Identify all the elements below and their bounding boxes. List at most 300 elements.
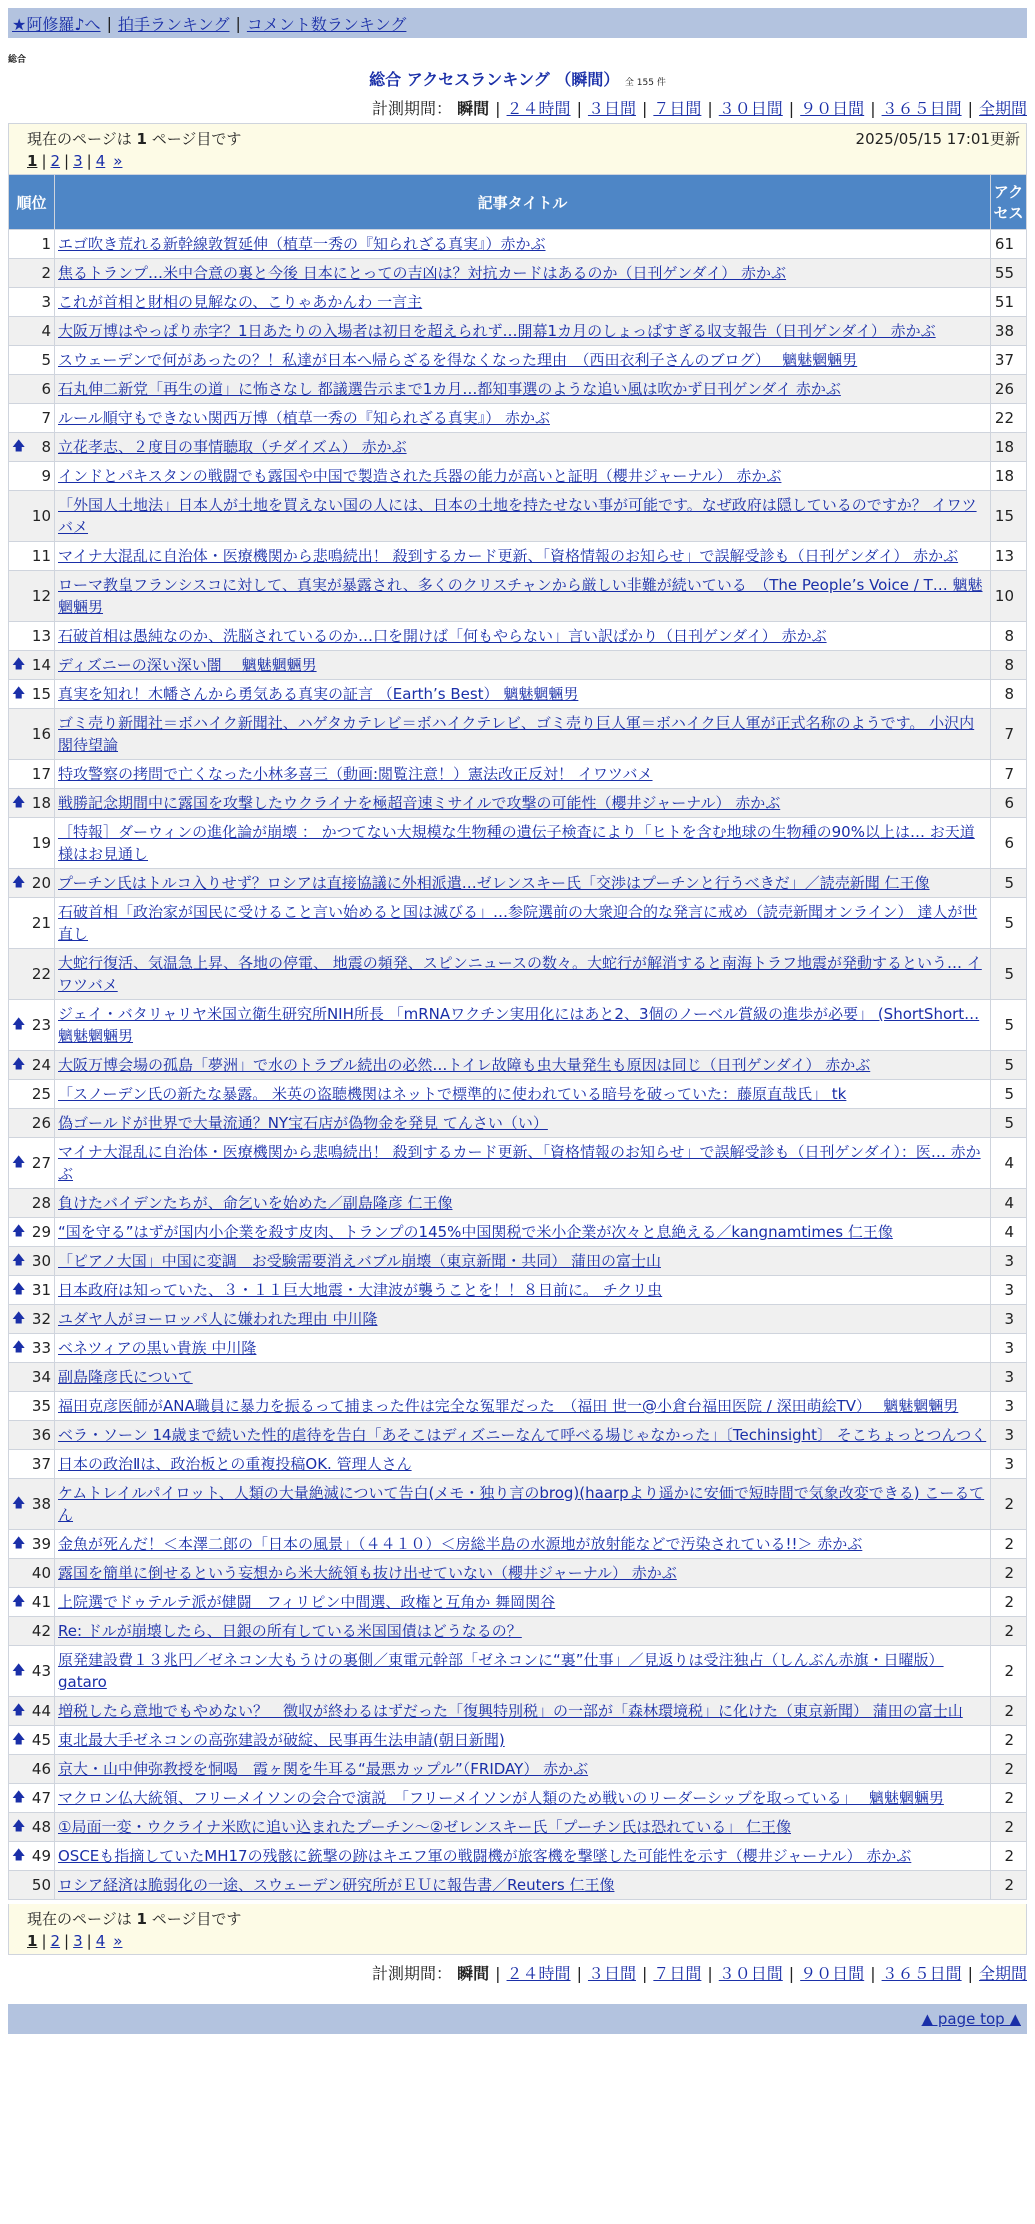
title-cell (55, 1000, 991, 1051)
rank-cell (9, 1697, 55, 1726)
article-title-link[interactable]: ユダヤ人がヨーロッパ人に嫌われた理由 中川隆 (58, 1310, 378, 1328)
rank-cell (9, 375, 55, 404)
rank-cell (9, 288, 55, 317)
page-top-link[interactable]: ▲ page top ▲ (921, 2010, 1021, 2028)
rank-cell (9, 1051, 55, 1080)
title-cell (55, 869, 991, 898)
table-row (9, 542, 1027, 571)
table-row (9, 1871, 1027, 1900)
article-title-link[interactable]: マクロン仏大統領、フリーメイソンの会合で演説 「フリーメイソンが人類のため戦いのリーダーシップを取っている」 魑魅魍魎男 (58, 1789, 944, 1807)
period-current: 瞬間 (457, 99, 490, 118)
article-title-link[interactable]: 日本の政治Ⅱは、政治板との重複投稿OK. 管理人さん (58, 1455, 412, 1473)
title-cell (55, 1109, 991, 1138)
title-cell (55, 375, 991, 404)
access-count: 51 (991, 288, 1027, 317)
access-count: 61 (991, 230, 1027, 259)
access-count: 7 (991, 709, 1027, 760)
title-cell (55, 680, 991, 709)
table-row (9, 1392, 1027, 1421)
article-title-link[interactable]: 日本政府は知っていた、３・１１巨大地震・大津波が襲うことを！！８日前に。 チクリ虫 (58, 1281, 663, 1299)
page-info-top (8, 123, 1027, 174)
table-row (9, 818, 1027, 869)
access-count: 8 (991, 680, 1027, 709)
title-cell (55, 898, 991, 949)
page-next-link-bottom[interactable]: » (113, 1932, 123, 1950)
table-row (9, 789, 1027, 818)
rank-number: 2 (41, 264, 51, 282)
access-count: 2 (991, 1871, 1027, 1900)
article-title-link[interactable]: 「ピアノ大国」中国に変調 お受験需要消えバブル崩壊（東京新聞・共同） 蒲田の富士山 (58, 1252, 661, 1270)
rank-cell (9, 1218, 55, 1247)
article-title-link[interactable]: Re: ドルが崩壊したら、日銀の所有している米国国債はどうなるの？ (58, 1622, 522, 1640)
rank-number: 46 (31, 1760, 51, 1778)
rank-up-arrow-icon: 🡅 (12, 657, 26, 672)
table-row (9, 491, 1027, 542)
article-title-link[interactable]: ケムトレイルパイロット、人類の大量絶滅について告白(メモ・独り言のbrog)(haarpより遥かに安価で短時間で気象改変できる) こーるてん (58, 1484, 985, 1524)
title-cell (55, 1363, 991, 1392)
access-count: 3 (991, 1276, 1027, 1305)
table-row (9, 1726, 1027, 1755)
rank-number: 50 (31, 1876, 51, 1894)
rank-number: 7 (41, 409, 51, 427)
rank-cell (9, 346, 55, 375)
section-label: 総合 (8, 55, 27, 65)
nav-separator: | (106, 13, 112, 33)
rank-cell (9, 1080, 55, 1109)
title-cell (55, 789, 991, 818)
rank-up-arrow-icon: 🡅 (12, 1732, 26, 1747)
rank-cell (9, 622, 55, 651)
rank-cell (9, 1247, 55, 1276)
access-count: 2 (991, 1755, 1027, 1784)
article-title-link[interactable]: インドとパキスタンの戦闘でも露国や中国で製造された兵器の能力が高いと証明（櫻井ジャーナル） 赤かぶ (58, 467, 782, 485)
title-cell (55, 1646, 991, 1697)
rank-number: 11 (31, 547, 51, 565)
table-row (9, 1334, 1027, 1363)
access-count: 6 (991, 818, 1027, 869)
table-row (9, 898, 1027, 949)
access-count: 2 (991, 1842, 1027, 1871)
article-title-link[interactable]: ローマ教皇フランシスコに対して、真実が暴露され、多くのクリスチャンから厳しい非難が続いている （The People’s Voice / T… 魑魅魍魎男 (58, 576, 983, 616)
period-7d-link-bottom[interactable]: ７日間 (653, 1964, 702, 1983)
article-title-link[interactable]: “国を守る”はずが国内小企業を殺す皮肉、トランプの145%中国関税で米小企業が次々と息絶える／kangnamtimes 仁王像 (58, 1223, 893, 1241)
title-cell (55, 1479, 991, 1530)
ranking-total-count: 全 155 件 (624, 78, 666, 88)
title-cell (55, 1276, 991, 1305)
table-row (9, 949, 1027, 1000)
title-cell (55, 949, 991, 1000)
rank-up-arrow-icon: 🡅 (12, 1594, 26, 1609)
nav-asyura-home-link[interactable]: ★阿修羅♪へ (12, 14, 101, 34)
page-4-link[interactable]: 4 (95, 152, 106, 170)
article-title-link[interactable]: 上院選でドゥテルテ派が健闘 フィリピン中間選、政権と互角か 舞岡関谷 (58, 1593, 556, 1611)
rank-up-arrow-icon: 🡅 (12, 1496, 26, 1511)
rank-number: 31 (31, 1281, 51, 1299)
rank-number: 16 (31, 725, 51, 743)
rank-cell (9, 491, 55, 542)
title-cell (55, 1813, 991, 1842)
pagination-bottom: 1 | 2 | 3 | 4 » (27, 1932, 123, 1950)
title-cell (55, 259, 991, 288)
title-cell (55, 1617, 991, 1646)
article-title-link[interactable]: 副島隆彦氏について (58, 1368, 193, 1386)
period-all-link[interactable]: 全期間 (978, 99, 1027, 118)
bottom-bar (8, 2004, 1027, 2034)
title-cell (55, 1697, 991, 1726)
article-title-link[interactable]: 大阪万博はやっぱり赤字？1日あたりの入場者は初日を超えられず…開幕1カ月のしょっぱすぎる収支報告（日刊ゲンダイ） 赤かぶ (58, 322, 936, 340)
page-2-link-bottom[interactable]: 2 (50, 1932, 61, 1950)
ranking-table-body (9, 230, 1027, 1900)
article-title-link[interactable]: エゴ吹き荒れる新幹線敦賀延伸（植草一秀の『知られざる真実』）赤かぶ (58, 235, 546, 253)
article-title-link[interactable]: 福田克彦医師がANA職員に暴力を振るって捕まった件は完全な冤罪だった （福田 世一@小倉台福田医院 / 深田萌絵TV） 魑魅魍魎男 (58, 1397, 959, 1415)
rank-cell (9, 1617, 55, 1646)
access-count: 5 (991, 869, 1027, 898)
rank-up-arrow-icon: 🡅 (12, 1155, 26, 1170)
rank-number: 33 (31, 1339, 51, 1357)
table-row (9, 1247, 1027, 1276)
article-title-link[interactable]: プーチン氏はトルコ入りせず？ロシアは直接協議に外相派遣…ゼレンスキー氏「交渉はプーチンと行うべきだ」／読売新聞 仁王像 (58, 874, 930, 892)
access-count: 5 (991, 949, 1027, 1000)
rank-cell (9, 1755, 55, 1784)
article-title-link[interactable]: 偽ゴールドが世界で大量流通？NY宝石店が偽物金を発見 てんさい（い） (58, 1114, 548, 1132)
title-cell (55, 1138, 991, 1189)
title-cell (55, 317, 991, 346)
period-3d-link-bottom[interactable]: ３日間 (587, 1964, 636, 1983)
rank-cell (9, 571, 55, 622)
period-365d-link-bottom[interactable]: ３６５日間 (881, 1964, 962, 1983)
table-row (9, 1450, 1027, 1479)
title-cell (55, 433, 991, 462)
article-title-link[interactable]: ジェイ・バタリャリヤ米国立衛生研究所NIH所長 「mRNAワクチン実用化にはあと2、3個のノーベル賞級の進歩が必要」 (ShortShort… 魑魅魍魎男 (58, 1005, 980, 1045)
article-title-link[interactable]: 「スノーデン氏の新たな暴露。 米英の盗聴機関はネットで標準的に使われている暗号を破っていた：藤原直哉氏」 tk (58, 1085, 847, 1103)
rank-number: 8 (41, 438, 51, 456)
table-row (9, 1784, 1027, 1813)
rank-cell (9, 818, 55, 869)
table-row (9, 1479, 1027, 1530)
article-title-link[interactable]: 原発建設費１３兆円／ゼネコン大もうけの裏側／東電元幹部「ゼネコンに“裏”仕事」／見返りは受注独占（しんぶん赤旗・日曜版） gataro (58, 1651, 944, 1691)
title-column-header: 記事タイトル (55, 175, 991, 230)
rank-cell (9, 949, 55, 1000)
article-title-link[interactable]: 石丸伸二新党「再生の道」に怖さなし 都議選告示まで1カ月…都知事選のような追い風は吹かず日刊ゲンダイ 赤かぶ (58, 380, 841, 398)
article-title-link[interactable]: 負けたバイデンたちが、命乞いを始めた／副島隆彦 仁王像 (58, 1194, 453, 1212)
rank-up-arrow-icon: 🡅 (12, 1017, 26, 1032)
table-row (9, 571, 1027, 622)
access-count: 18 (991, 462, 1027, 491)
rank-cell (9, 1421, 55, 1450)
title-cell (55, 1842, 991, 1871)
rank-up-arrow-icon: 🡅 (12, 686, 26, 701)
period-3d-link[interactable]: ３日間 (587, 99, 636, 118)
rank-cell (9, 259, 55, 288)
title-cell (55, 1559, 991, 1588)
access-count: 3 (991, 1450, 1027, 1479)
rank-up-arrow-icon: 🡅 (12, 1224, 26, 1239)
ranking-title: 総合 アクセスランキング （瞬間） (369, 70, 620, 89)
table-row (9, 1421, 1027, 1450)
rank-up-arrow-icon: 🡅 (12, 1282, 26, 1297)
access-count: 6 (991, 789, 1027, 818)
table-row (9, 1305, 1027, 1334)
rank-number: 25 (31, 1085, 51, 1103)
access-count: 2 (991, 1588, 1027, 1617)
title-cell (55, 404, 991, 433)
article-title-link[interactable]: 増税したら意地でもやめない？ 徴収が終わるはずだった「復興特別税」の一部が「森林環境税」に化けた（東京新聞） 蒲田の富士山 (58, 1702, 963, 1720)
rank-cell (9, 898, 55, 949)
table-row (9, 1646, 1027, 1697)
rank-cell (9, 404, 55, 433)
nav-separator: | (235, 13, 241, 33)
table-row (9, 622, 1027, 651)
article-title-link[interactable]: ベラ・ソーン 14歳まで続いた性的虐待を告白「あそこはディズニーなんて呼べる場じゃなかった」〔Techinsight〕 そこちょっとつんつく (58, 1426, 987, 1444)
table-row (9, 709, 1027, 760)
rank-cell (9, 462, 55, 491)
article-title-link[interactable]: 焦るトランプ…米中合意の裏と今後 日本にとっての吉凶は？対抗カードはあるのか（日刊ゲンダイ） 赤かぶ (58, 264, 787, 282)
rank-up-arrow-icon: 🡅 (12, 1253, 26, 1268)
page-4-link-bottom[interactable]: 4 (95, 1932, 106, 1950)
period-90d-link[interactable]: ９０日間 (800, 99, 865, 118)
article-title-link[interactable]: これが首相と財相の見解なの、こりゃあかんわ 一言主 (58, 293, 423, 311)
rank-up-arrow-icon: 🡅 (12, 1340, 26, 1355)
access-count: 3 (991, 1305, 1027, 1334)
access-count: 5 (991, 1000, 1027, 1051)
rank-cell (9, 1588, 55, 1617)
access-count: 2 (991, 1697, 1027, 1726)
title-cell (55, 1421, 991, 1450)
article-title-link[interactable]: 大蛇行復活、気温急上昇、各地の停電、 地震の頻発、スピンニュースの数々。大蛇行が解消すると南海トラフ地震が発動するという… イワツバメ (58, 954, 982, 994)
title-cell (55, 1530, 991, 1559)
period-30d-link[interactable]: ３０日間 (718, 99, 783, 118)
article-title-link[interactable]: ロシア経済は脆弱化の一途、スウェーデン研究所がＥＵに報告書／Reuters 仁王像 (58, 1876, 615, 1894)
article-title-link[interactable]: 金魚が死んだ！＜本澤二郎の「日本の風景」（４４１０）＜房総半島の水源地が放射能などで汚染されている!!＞ 赤かぶ (58, 1535, 863, 1553)
title-cell (55, 760, 991, 789)
current-page-text: 現在のページは 1 ページ目です (27, 130, 242, 148)
rank-number: 1 (41, 235, 51, 253)
article-title-link[interactable]: ベネツィアの黒い貴族 中川隆 (58, 1339, 257, 1357)
table-row (9, 462, 1027, 491)
article-title-link[interactable]: 京大・山中伸弥教授を恫喝 霞ヶ関を牛耳る“最悪カップル”（FRIDAY） 赤かぶ (58, 1760, 589, 1778)
period-7d-link[interactable]: ７日間 (653, 99, 702, 118)
access-count: 2 (991, 1813, 1027, 1842)
article-title-link[interactable]: 立花孝志、２度目の事情聴取（チダイズム） 赤かぶ (58, 438, 407, 456)
rank-number: 14 (31, 656, 51, 674)
title-cell (55, 1051, 991, 1080)
table-row (9, 346, 1027, 375)
rank-number: 6 (41, 380, 51, 398)
article-title-link[interactable]: マイナ大混乱に自治体・医療機関から悲鳴続出！ 殺到するカード更新、「資格情報のお知らせ」で誤解受診も（日刊ゲンダイ）：医… 赤かぶ (58, 1143, 981, 1183)
rank-cell (9, 1646, 55, 1697)
access-count: 2 (991, 1530, 1027, 1559)
rank-cell (9, 1138, 55, 1189)
rank-number: 23 (31, 1016, 51, 1034)
access-count: 7 (991, 760, 1027, 789)
rank-cell (9, 651, 55, 680)
period-label: 計測期間： (372, 99, 453, 118)
rank-number: 34 (31, 1368, 51, 1386)
period-24h-link[interactable]: ２４時間 (506, 99, 571, 118)
access-count: 37 (991, 346, 1027, 375)
rank-cell (9, 760, 55, 789)
title-cell (55, 462, 991, 491)
rank-number: 28 (31, 1194, 51, 1212)
article-title-link[interactable]: 戦勝記念期間中に露国を攻撃したウクライナを極超音速ミサイルで攻撃の可能性（櫻井ジャーナル） 赤かぶ (58, 794, 781, 812)
table-row (9, 1842, 1027, 1871)
rank-up-arrow-icon: 🡅 (12, 795, 26, 810)
access-count: 2 (991, 1784, 1027, 1813)
period-30d-link-bottom[interactable]: ３０日間 (718, 1964, 783, 1983)
rank-cell (9, 1363, 55, 1392)
article-title-link[interactable]: ルール順守もできない関西万博（植草一秀の『知られざる真実』） 赤かぶ (58, 409, 550, 427)
rank-number: 22 (31, 965, 51, 983)
title-cell (55, 1784, 991, 1813)
article-title-link[interactable]: 東北最大手ゼネコンの高弥建設が破綻、民事再生法申請(朝日新聞) (58, 1731, 505, 1749)
title-cell (55, 1189, 991, 1218)
rank-number: 21 (31, 914, 51, 932)
rank-number: 12 (31, 587, 51, 605)
table-row (9, 1588, 1027, 1617)
rank-number: 29 (31, 1223, 51, 1241)
rank-up-arrow-icon: 🡅 (12, 1311, 26, 1326)
access-count: 2 (991, 1617, 1027, 1646)
period-90d-link-bottom[interactable]: ９０日間 (800, 1964, 865, 1983)
access-count: 5 (991, 898, 1027, 949)
table-row (9, 1000, 1027, 1051)
page-2-link[interactable]: 2 (50, 152, 61, 170)
table-row (9, 1363, 1027, 1392)
article-title-link[interactable]: 大阪万博会場の孤島「夢洲」で水のトラブル続出の必然…トイレ故障も虫大量発生も原因は同じ（日刊ゲンダイ） 赤かぶ (58, 1056, 871, 1074)
article-title-link[interactable]: ①局面一変・ウクライナ米欧に追い込まれたプーチン～②ゼレンスキー氏「プーチン氏は恐れている」 仁王像 (58, 1818, 791, 1836)
current-page-text-bottom: 現在のページは 1 ページ目です (27, 1910, 242, 1928)
period-current-bottom: 瞬間 (457, 1964, 490, 1983)
article-title-link[interactable]: ［特報］ダーウィンの進化論が崩壊 ： かつてない大規模な生物種の遺伝子検査により「ヒトを含む地球の生物種の90%以上は… お天道様はお見通し (58, 823, 975, 863)
period-selector-top: 計測期間： 瞬間 | ２４時間 | ３日間 | ７日間 | ３０日間 | ９０日間 | ３６５日間 | 全期間 (372, 99, 1027, 118)
rank-number: 37 (31, 1455, 51, 1473)
title-cell (55, 1305, 991, 1334)
article-title-link[interactable]: 石破首相は愚純なのか、洗脳されているのか…口を開けば「何もやらない」言い訳ばかり（日刊ゲンダイ） 赤かぶ (58, 627, 827, 645)
rank-number: 35 (31, 1397, 51, 1415)
article-title-link[interactable]: 石破首相「政治家が国民に受けること言い始めると国は滅びる」…参院選前の大衆迎合的な発言に戒め（読売新聞オンライン） 達人が世直し (58, 903, 978, 943)
article-title-link[interactable]: ゴミ売り新聞社＝ボハイク新聞社、ハゲタカテレビ＝ボハイクテレビ、ゴミ売り巨人軍＝ボハイク巨人軍が正式名称のようです。 小沢内閣待望論 (58, 714, 975, 754)
rank-column-header: 順位 (9, 175, 55, 230)
period-24h-link-bottom[interactable]: ２４時間 (506, 1964, 571, 1983)
rank-number: 47 (31, 1789, 51, 1807)
rank-cell (9, 1559, 55, 1588)
article-title-link[interactable]: スウェーデンで何があったの？！私達が日本へ帰らざるを得なくなった理由 （西田衣利子さんのブログ） 魑魅魍魎男 (58, 351, 858, 369)
rank-cell (9, 1000, 55, 1051)
rank-number: 20 (31, 874, 51, 892)
title-cell (55, 1726, 991, 1755)
rank-cell (9, 1871, 55, 1900)
rank-up-arrow-icon: 🡅 (12, 1848, 26, 1863)
access-count: 5 (991, 1051, 1027, 1080)
rank-cell (9, 542, 55, 571)
ranking-table (8, 174, 1027, 1900)
rank-number: 15 (31, 685, 51, 703)
rank-cell (9, 1109, 55, 1138)
table-row (9, 1080, 1027, 1109)
article-title-link[interactable]: 特攻警察の拷問で亡くなった小林多喜三（動画:閲覧注意！）憲法改正反対！ イワツバメ (58, 765, 653, 783)
page-3-link-bottom[interactable]: 3 (73, 1932, 83, 1950)
title-cell (55, 1247, 991, 1276)
rank-cell (9, 789, 55, 818)
article-title-link[interactable]: マイナ大混乱に自治体・医療機関から悲鳴続出！ 殺到するカード更新、「資格情報のお知らせ」で誤解受診も（日刊ゲンダイ） 赤かぶ (58, 547, 959, 565)
table-row (9, 433, 1027, 462)
access-count: 3 (991, 1363, 1027, 1392)
access-count: 18 (991, 433, 1027, 462)
title-cell (55, 491, 991, 542)
rank-cell (9, 869, 55, 898)
nav-comment-ranking-link[interactable]: コメント数ランキング (246, 14, 407, 34)
access-count: 4 (991, 1138, 1027, 1189)
table-row (9, 869, 1027, 898)
rank-number: 39 (31, 1535, 51, 1553)
rank-number: 45 (31, 1731, 51, 1749)
period-365d-link[interactable]: ３６５日間 (881, 99, 962, 118)
rank-cell (9, 1726, 55, 1755)
access-count: 2 (991, 1559, 1027, 1588)
access-count: 55 (991, 259, 1027, 288)
rank-number: 27 (31, 1154, 51, 1172)
table-row (9, 230, 1027, 259)
period-label-bottom: 計測期間： (372, 1964, 453, 1983)
rank-up-arrow-icon: 🡅 (12, 1536, 26, 1551)
rank-cell (9, 1334, 55, 1363)
table-row (9, 1530, 1027, 1559)
page-next-link[interactable]: » (113, 152, 123, 170)
page-3-link[interactable]: 3 (73, 152, 83, 170)
access-count: 10 (991, 571, 1027, 622)
period-selector-bottom: 計測期間： 瞬間 | ２４時間 | ３日間 | ７日間 | ３０日間 | ９０日間 | ３６５日間 | 全期間 (372, 1964, 1027, 1983)
article-title-link[interactable]: 真実を知れ！木幡さんから勇気ある真実の証言 （Earth’s Best） 魑魅魍魎男 (58, 685, 579, 703)
rank-number: 19 (31, 834, 51, 852)
period-all-link-bottom[interactable]: 全期間 (978, 1964, 1027, 1983)
article-title-link[interactable]: ディズニーの深い深い闇 魑魅魍魎男 (58, 656, 317, 674)
access-count: 4 (991, 1189, 1027, 1218)
table-row (9, 1109, 1027, 1138)
rank-cell (9, 1530, 55, 1559)
article-title-link[interactable]: OSCEも指摘していたMH17の残骸に銃撃の跡はキエフ軍の戦闘機が旅客機を撃墜した可能性を示す（櫻井ジャーナル） 赤かぶ (58, 1847, 912, 1865)
article-title-link[interactable]: 露国を簡単に倒せるという妄想から米大統領も抜け出せていない（櫻井ジャーナル） 赤かぶ (58, 1564, 677, 1582)
title-cell (55, 1588, 991, 1617)
rank-number: 44 (31, 1702, 51, 1720)
rank-number: 18 (31, 794, 51, 812)
rank-number: 49 (31, 1847, 51, 1865)
table-row (9, 1617, 1027, 1646)
rank-number: 10 (31, 507, 51, 525)
rank-cell (9, 680, 55, 709)
rank-number: 4 (41, 322, 51, 340)
rank-cell (9, 1276, 55, 1305)
article-title-link[interactable]: 「外国人土地法」日本人が土地を買えない国の人には、日本の土地を持たせない事が可能です。なぜ政府は隠しているのですか？ イワツバメ (58, 496, 977, 536)
title-cell (55, 346, 991, 375)
rank-number: 9 (41, 467, 51, 485)
table-row (9, 404, 1027, 433)
access-count: 2 (991, 1479, 1027, 1530)
access-count: 3 (991, 1392, 1027, 1421)
rank-cell (9, 1450, 55, 1479)
rank-number: 38 (31, 1495, 51, 1513)
title-cell (55, 1755, 991, 1784)
access-count: 2 (991, 1646, 1027, 1697)
table-row (9, 317, 1027, 346)
page-current-bottom: 1 (27, 1932, 38, 1950)
access-count: 26 (991, 375, 1027, 404)
nav-clap-ranking-link[interactable]: 拍手ランキング (117, 14, 230, 34)
rank-cell (9, 1392, 55, 1421)
table-row (9, 1559, 1027, 1588)
rank-cell (9, 1842, 55, 1871)
updated-timestamp: 2025/05/15 17:01更新 (855, 130, 1020, 148)
rank-number: 40 (31, 1564, 51, 1582)
